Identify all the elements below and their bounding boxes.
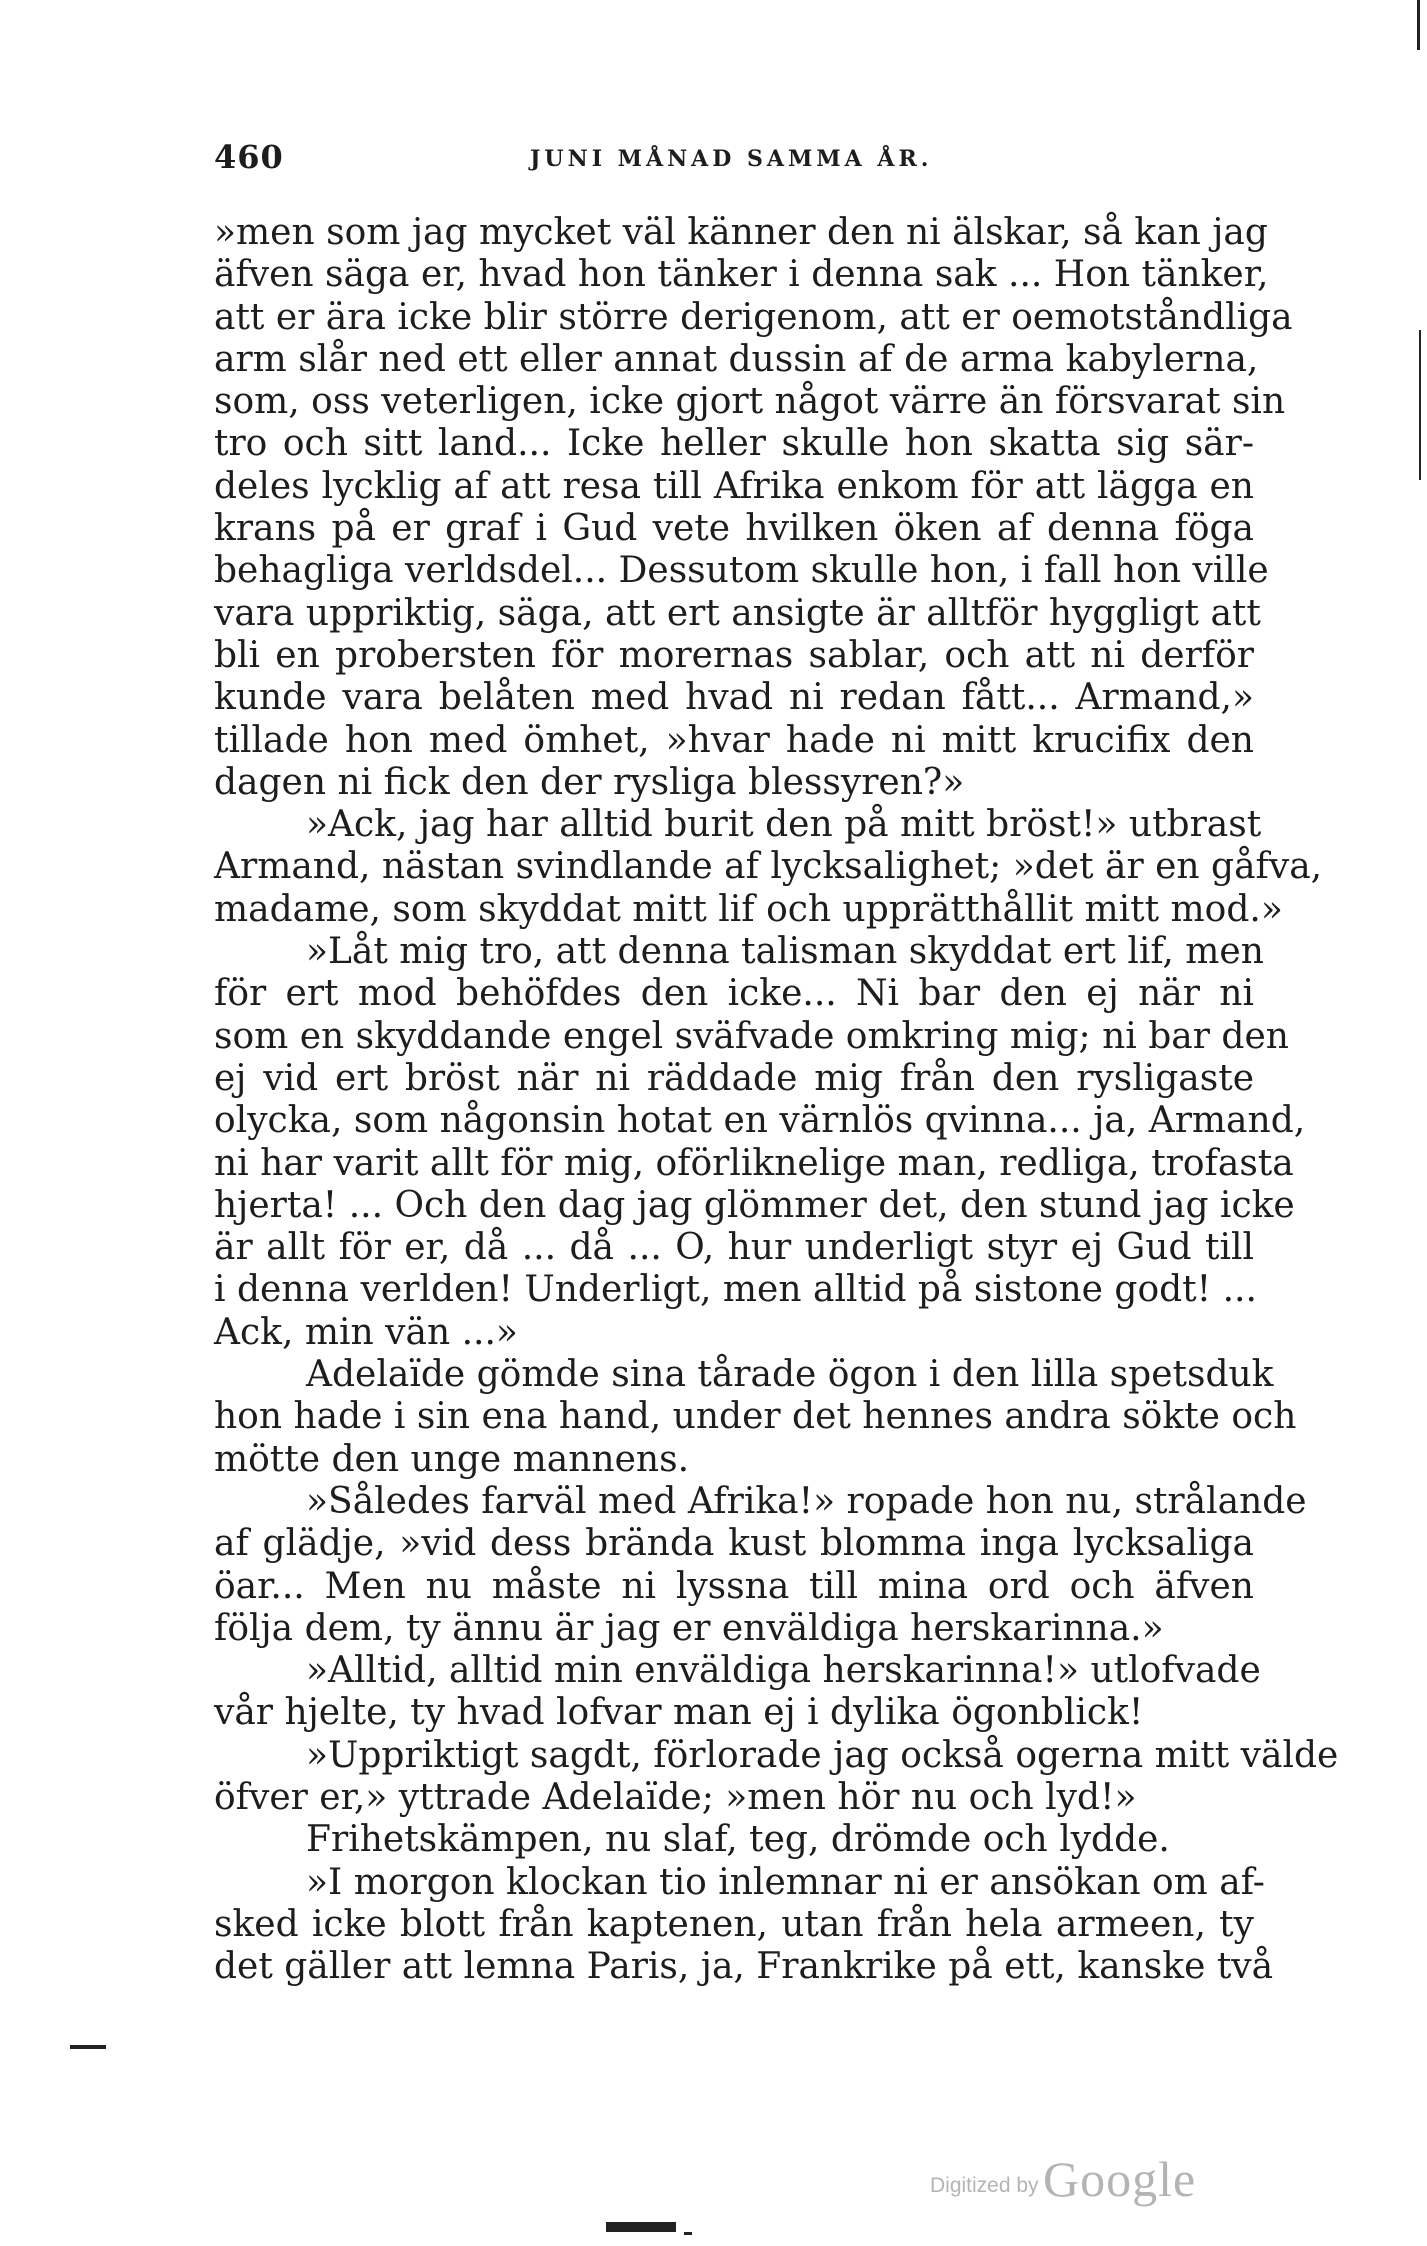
scan-edge-mark [1417, 0, 1420, 50]
text-line: arm slår ned ett eller annat dussin af de arma kabylerna, [214, 338, 1259, 380]
scan-margin-mark [70, 2045, 106, 2049]
scan-bottom-mark [606, 2222, 676, 2232]
text-line: »Uppriktigt sagdt, förlorade jag också ogerna mitt välde [306, 1734, 1339, 1776]
text-line: vara uppriktig, säga, att ert ansigte är alltför hyggligt att [214, 592, 1261, 634]
text-line: kunde vara belåten med hvad ni redan fått... Armand,» [214, 677, 1254, 719]
text-line: »Låt mig tro, att denna talisman skyddat ert lif, men [306, 931, 1264, 973]
text-line: bli en probersten för morernas sablar, och att ni derför [214, 634, 1254, 676]
text-line: att er ära icke blir större derigenom, att er oemotståndliga [214, 296, 1293, 338]
text-line: Adelaïde gömde sina tårade ögon i den lilla spetsduk [306, 1354, 1274, 1396]
text-line: »Alltid, alltid min enväldiga herskarinna!» utlofvade [306, 1650, 1261, 1692]
text-line: mötte den unge mannens. [214, 1438, 690, 1480]
text-line: hjerta! ... Och den dag jag glömmer det, den stund jag icke [214, 1184, 1295, 1226]
text-line: tro och sitt land... Icke heller skulle hon skatta sig sär- [214, 423, 1254, 465]
text-line: krans på er graf i Gud vete hvilken öken af denna föga [214, 508, 1254, 550]
text-line: »Således farväl med Afrika!» ropade hon nu, strålande [306, 1480, 1307, 1522]
text-line: det gäller att lemna Paris, ja, Frankrike på ett, kanske två [214, 1946, 1274, 1988]
text-line: tillade hon med ömhet, »hvar hade ni mitt krucifix den [214, 719, 1254, 761]
text-line: är allt för er, då ... då ... O, hur underligt styr ej Gud till [214, 1227, 1254, 1269]
scan-bottom-mark [684, 2232, 692, 2235]
text-line: dagen ni fick den der rysliga blessyren?» [214, 761, 965, 803]
text-line: af glädje, »vid dess brända kust blomma inga lycksaliga [214, 1523, 1254, 1565]
text-line: »I morgon klockan tio inlemnar ni er ansökan om af- [306, 1861, 1265, 1903]
text-line: som, oss veterligen, icke gjort något värre än försvarat sin [214, 381, 1286, 423]
text-line: behagliga verldsdel... Dessutom skulle hon, i fall hon ville [214, 550, 1269, 592]
text-line: i denna verlden! Underligt, men alltid på sistone godt! ... [214, 1269, 1257, 1311]
text-line: Ack, min vän ...» [214, 1311, 518, 1353]
running-head: JUNI MÅNAD SAMMA ÅR. [530, 146, 933, 172]
text-line: »Ack, jag har alltid burit den på mitt bröst!» utbrast [306, 804, 1262, 846]
text-line: öar... Men nu måste ni lyssna till mina ord och äfven [214, 1565, 1254, 1607]
digitized-watermark [930, 2150, 1196, 2208]
text-line: sked icke blott från kaptenen, utan från hela armeen, ty [214, 1903, 1254, 1945]
text-line: »men som jag mycket väl känner den ni älskar, så kan jag [214, 212, 1268, 253]
text-line: som en skyddande engel sväfvade omkring mig; ni bar den [214, 1015, 1289, 1057]
text-line: hon hade i sin ena hand, under det hennes andra sökte och [214, 1396, 1297, 1438]
text-line: följa dem, ty ännu är jag er enväldiga herskarinna.» [214, 1607, 1164, 1649]
text-line: öfver er,» yttrade Adelaïde; »men hör nu och lyd!» [214, 1776, 1137, 1818]
text-line: madame, som skyddat mitt lif och upprätthållit mitt mod.» [214, 888, 1283, 930]
text-line: ni har varit allt för mig, oförliknelige man, redliga, trofasta [214, 1142, 1294, 1184]
body-text [214, 212, 1339, 1988]
text-line: för ert mod behöfdes den icke... Ni bar den ej när ni [214, 973, 1254, 1015]
text-line: äfven säga er, hvad hon tänker i denna sak ... Hon tänker, [214, 254, 1269, 296]
text-line: Armand, nästan svindlande af lycksalighet; »det är en gåfva, [214, 846, 1323, 888]
text-line: olycka, som någonsin hotat en värnlös qvinna... ja, Armand, [214, 1100, 1306, 1142]
page-number: 460 [214, 138, 284, 176]
scan-edge-mark [1419, 330, 1421, 480]
text-line: Frihetskämpen, nu slaf, teg, drömde och lydde. [306, 1819, 1170, 1861]
digitized-by-label: Digitized by [930, 2174, 1039, 2197]
text-line: ej vid ert bröst när ni räddade mig från den rysligaste [214, 1057, 1254, 1099]
text-line: vår hjelte, ty hvad lofvar man ej i dylika ögonblick! [214, 1692, 1144, 1734]
text-line: deles lycklig af att resa till Afrika enkom för att lägga en [214, 465, 1254, 507]
google-logo: Google [1043, 2151, 1197, 2207]
